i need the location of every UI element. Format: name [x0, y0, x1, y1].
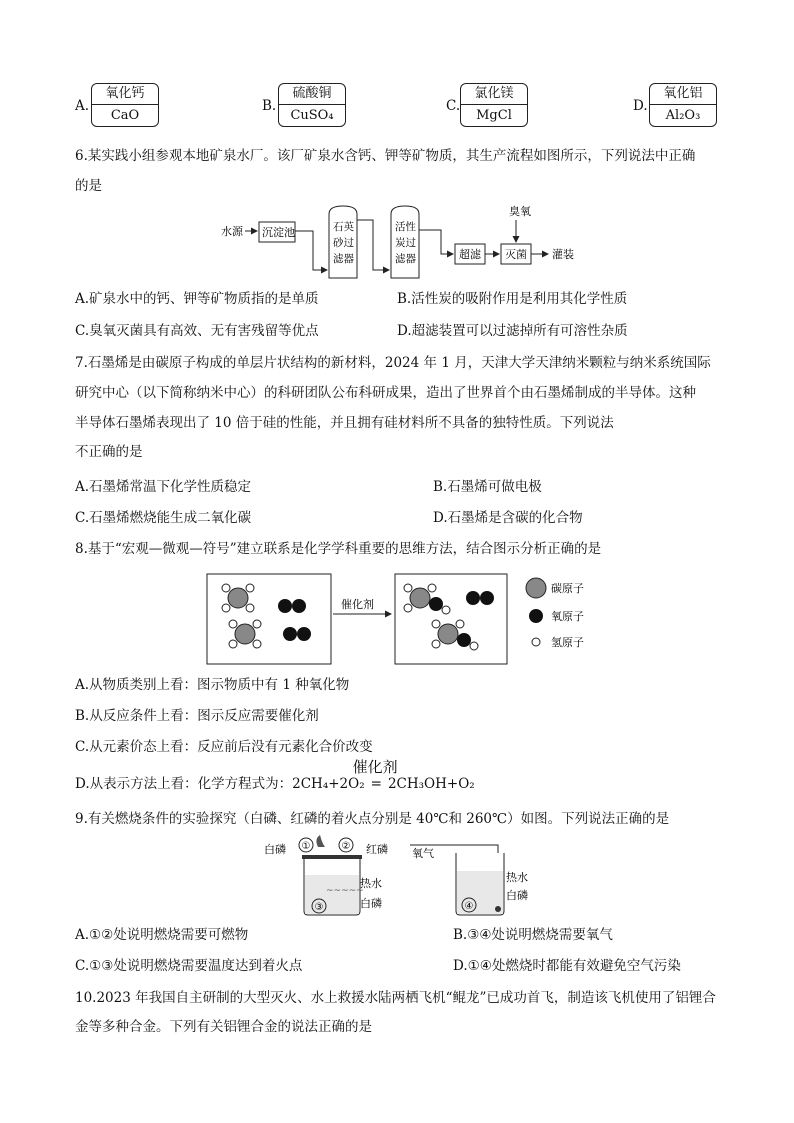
q5-option-c-box	[460, 83, 528, 127]
q5-option-d-formula: Al₂O₃	[665, 108, 701, 123]
q5-option-a-letter: A.	[75, 98, 90, 114]
legend-carbon-icon	[526, 578, 546, 598]
q7-line4: 不正确的是	[75, 444, 143, 460]
q6-stem-line1: 6.某实践小组参观本地矿泉水厂。该厂矿泉水含钙、钾等矿物质，其生产流程如图所示，下列说法中正确	[75, 148, 696, 164]
q5-option-d-letter: D.	[633, 98, 648, 114]
q8-stem: 8.基于“宏观—微观—符号”建立联系是化学学科重要的思维方法，结合图示分析正确的是	[75, 541, 602, 557]
q7-option-d: D.石墨烯是含碳的化合物	[433, 510, 583, 526]
copper-plate	[302, 855, 362, 859]
fig-white-p2: 白磷	[360, 897, 382, 910]
q5-option-a-box	[91, 83, 159, 127]
q8-legend	[526, 578, 584, 649]
flame-icon	[316, 835, 325, 847]
flow-quartz-3: 滤器	[333, 253, 354, 265]
q6-option-a: A.矿泉水中的钙、钾等矿物质指的是单质	[75, 291, 319, 307]
q8-option-d-equals: =	[370, 776, 382, 792]
q6-flow-diagram	[215, 200, 590, 280]
q7-line2: 研究中心（以下简称纳米中心）的科研团队公布科研成果，造出了世界首个由石墨烯制成的半导体。这种	[75, 385, 696, 401]
q9-option-a: A.①②处说明燃烧需要可燃物	[75, 927, 249, 943]
legend-oxygen-icon	[529, 609, 543, 623]
q5-option-d-box	[649, 83, 717, 127]
q5-option-a-name: 氧化钙	[92, 84, 158, 105]
q5-option-b-name: 硫酸铜	[279, 84, 345, 105]
q7-option-b: B.石墨烯可做电极	[433, 479, 542, 495]
fig-n1: ①	[301, 841, 311, 852]
fig-white-p: 白磷	[264, 843, 286, 856]
q9-combustion-diagram	[262, 835, 532, 917]
fig-n4: ④	[464, 901, 474, 912]
fig-white-p3: 白磷	[506, 889, 528, 902]
flow-carbon-3: 滤器	[395, 253, 416, 265]
q7-line3: 半导体石墨烯表现出了 10 倍于硅的性能，并且拥有硅材料所不具备的独特性质。下列说法	[75, 415, 614, 431]
q8-option-b: B.从反应条件上看：图示反应需要催化剂	[75, 708, 319, 724]
q8-molecule-diagram	[205, 568, 600, 668]
q7-line1: 7.石墨烯是由碳原子构成的单层片状结构的新材料，2024 年 1 月，天津大学天津纳米颗粒与纳米系统国际	[75, 355, 711, 371]
q6-option-c: C.臭氧灭菌具有高效、无有害残留等优点	[75, 323, 319, 339]
q5-option-b-letter: B.	[262, 98, 277, 114]
q5-option-c-letter: C.	[446, 98, 461, 114]
legend-oxygen: 氧原子	[551, 610, 584, 623]
q8-option-d	[75, 758, 475, 794]
fig-n2: ②	[341, 841, 351, 852]
q8-option-a: A.从物质类别上看：图示物质中有 1 种氧化物	[75, 677, 350, 693]
q9-stem: 9.有关燃烧条件的实验探究（白磷、红磷的着火点分别是 40℃和 260℃）如图。下列说法正确的是	[75, 811, 670, 827]
svg-text:~~~~~: ~~~~~	[326, 886, 364, 896]
fig-n3: ③	[314, 902, 324, 913]
fig-red-p: 红磷	[366, 843, 388, 856]
flow-quartz-2: 砂过	[333, 237, 354, 249]
q6-option-d: D.超滤装置可以过滤掉所有可溶性杂质	[397, 323, 628, 339]
q10-line1: 10.2023 年我国自主研制的大型灭火、水上救援水陆两栖飞机“鲲龙”已成功首飞，制造该飞机使用了铝锂合	[75, 990, 716, 1006]
fig-hot-water2: 热水	[506, 871, 528, 884]
flow-carbon-2: 炭过	[395, 237, 416, 249]
q5-option-d-name: 氧化铝	[650, 84, 716, 105]
q8-option-c: C.从元素价态上看：反应前后没有元素化合价改变	[75, 739, 373, 755]
flow-quartz-1: 石英	[333, 221, 354, 233]
fig-hot-water: 热水	[360, 877, 382, 890]
q6-option-b: B.活性炭的吸附作用是利用其化学性质	[397, 291, 628, 307]
q8-option-d-right: 2CH₃OH+O₂	[387, 776, 475, 792]
q8-catalyst: 催化剂	[341, 598, 374, 611]
flow-ultra: 超滤	[459, 248, 481, 261]
legend-hydrogen-icon	[532, 638, 540, 646]
q7-option-a: A.石墨烯常温下化学性质稳定	[75, 479, 252, 495]
q8-option-d-condition: 催化剂	[352, 758, 398, 776]
q9-option-d: D.①④处燃烧时都能有效避免空气污染	[453, 958, 681, 974]
legend-carbon: 碳原子	[551, 582, 584, 595]
fig-oxygen: 氧气	[412, 847, 434, 860]
q5-option-b-formula: CuSO₄	[290, 108, 334, 123]
legend-hydrogen: 氢原子	[551, 636, 584, 649]
flow-fill: 灌装	[552, 248, 574, 261]
q9-option-c: C.①③处说明燃烧需要温度达到着火点	[75, 958, 303, 974]
flow-tank: 沉淀池	[262, 226, 295, 239]
q5-option-a-formula: CaO	[110, 108, 140, 123]
q7-option-c: C.石墨烯燃烧能生成二氧化碳	[75, 510, 252, 526]
flow-carbon-1: 活性	[395, 221, 416, 233]
q5-option-b-box	[278, 83, 346, 127]
q8-option-d-left: 2CH₄+2O₂	[292, 776, 365, 792]
flow-sterilize: 灭菌	[505, 248, 527, 261]
q6-stem-line2: 的是	[75, 178, 102, 194]
q8-option-d-prefix: D.从表示方法上看：化学方程式为：	[75, 776, 293, 792]
flow-source: 水源	[221, 225, 243, 238]
q10-line2: 金等多种合金。下列有关铝锂合金的说法正确的是	[75, 1019, 372, 1035]
q5-option-c-name: 氯化镁	[461, 84, 527, 105]
flow-ozone: 臭氧	[509, 205, 531, 218]
q9-option-b: B.③④处说明燃烧需要氧气	[453, 927, 613, 943]
q5-option-c-formula: MgCl	[476, 108, 512, 123]
q8-option-d-equals-wrap	[352, 758, 398, 794]
